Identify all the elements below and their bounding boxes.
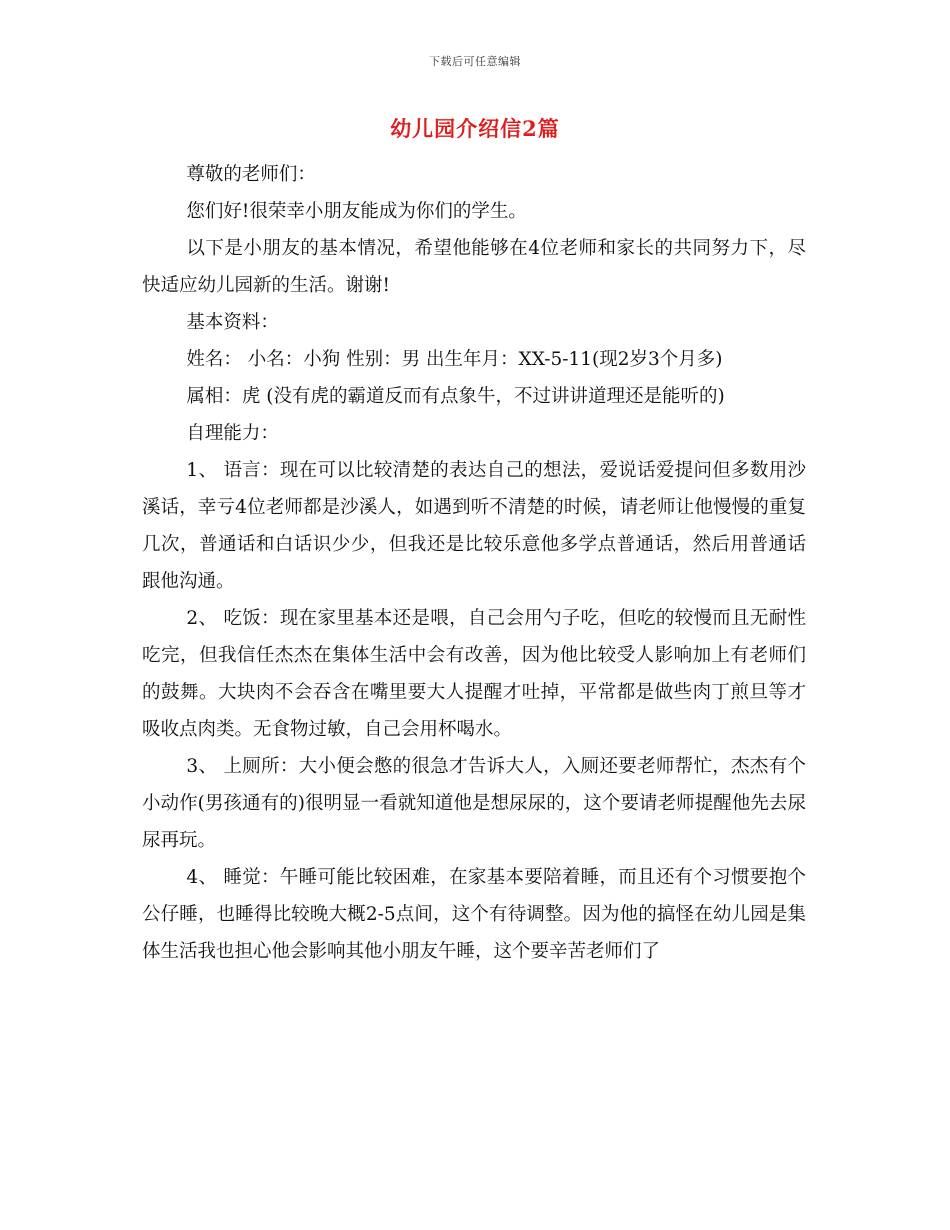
eating-paragraph: 2、 吃饭：现在家里基本还是喂，自己会用勺子吃，但吃的较慢而且无耐性吃完，但我信任杰杰在集体生活中会有改善，因为他比较受人影响加上有老师们的鼓舞。大块肉不会吞含在嘴里要大人提醒才吐掉，平常都是做些肉丁煎旦等才吸收点肉类。无食物过敏，自己会用杯喝水。 [142, 608, 806, 740]
intro-paragraph: 以下是小朋友的基本情况，希望他能够在4位老师和家长的共同努力下，尽快适应幼儿园新的生活。谢谢! [142, 238, 806, 296]
self-care-heading: 自理能力： [186, 423, 279, 444]
language-paragraph: 1、 语言：现在可以比较清楚的表达自己的想法，爱说话爱提问但多数用沙溪话，幸亏4位老师都是沙溪人，如遇到听不清楚的时候，请老师让他慢慢的重复几次，普通话和白话识少少，但我还是比较乐意他多学点普通话，然后用普通话跟他沟通。 [142, 460, 806, 592]
name-info-paragraph: 姓名： 小名：小狗 性别：男 出生年月：XX-5-11(现2岁3个月多) [186, 349, 723, 370]
document-body [142, 156, 806, 970]
toilet-paragraph: 3、 上厕所：大小便会憋的很急才告诉大人，入厕还要老师帮忙，杰杰有个小动作(男孩通有的)很明显一看就知道他是想尿尿的，这个要请老师提醒他先去尿尿再玩。 [142, 756, 806, 851]
sleep-paragraph: 4、 睡觉：午睡可能比较困难，在家基本要陪着睡，而且还有个习惯要抱个公仔睡，也睡得比较晚大概2-5点间，这个有待调整。因为他的搞怪在幼儿园是集体生活我也担心他会影响其他小朋友午睡，这个要辛苦老师们了 [142, 867, 806, 962]
document-title: 幼儿园介绍信2篇 [390, 116, 560, 141]
zodiac-paragraph: 属相：虎 (没有虎的霸道反而有点象牛，不过讲讲道理还是能听的) [186, 386, 725, 407]
header-note: 下载后可任意编辑 [429, 55, 521, 68]
salutation: 尊敬的老师们： [186, 164, 316, 185]
greeting-paragraph: 您们好!很荣幸小朋友能成为你们的学生。 [186, 201, 527, 222]
basic-info-heading: 基本资料： [186, 312, 279, 333]
